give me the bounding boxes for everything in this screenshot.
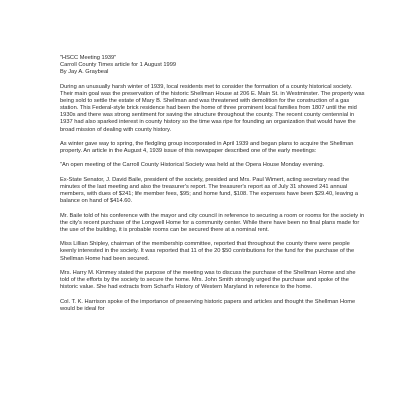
paragraph-8: Col. T. K. Harrison spoke of the importance of preserving historic papers and articles and thought the Shellman Home would be ideal for [60, 298, 356, 312]
paragraph-2: As winter gave way to spring, the fledgling group incorporated in April 1939 and began plans to acquire the Shellman property. An article in the August 4, 1939 issue of this newspaper described one of the early meetings: [60, 140, 354, 155]
paragraph-5: Mr. Baile told of his conference with the mayor and city council in reference to securing a room or rooms for the society in the city's recent purchase of the Longwell Home for a community center. While there have been no final plans made for the use of the building, it is probable rooms can be secured there at a nominal rent. [60, 212, 365, 233]
paragraph-1: During an unusually harsh winter of 1939, local residents met to consider the formation of a county historical society. Their main goal was the preservation of the historic Shellman House at 206 E. Main St. in Westminster. The property was being sold to settle the estate of Mary B. Shellman and was threatened with demolition for the construction of a gas station. This Federal-style brick residence had been the home of three prominent local families from 1807 until the mid 1930s and there was strong sentiment for saving the structure throughout the county. The recent county centennial in 1937 had also sparked interest in county history so the time was ripe for founding an organization that would have the broad mission of dealing with county history. [60, 83, 365, 133]
article-title: "HSCC Meeting 1939" [60, 55, 117, 61]
paragraph-7: Mrs. Harry M. Kimmey stated the purpose of the meeting was to discuss the purchase of the Shellman Home and she told of the efforts by the society to secure the home. Mrs. John Smith strongly urged the purchase and spoke of the historic value. She had extracts from Scharf's History of Western Maryland in reference to the home. [60, 269, 356, 291]
paragraph-6: Miss Lillian Shipley, chairman of the membership committee, reported that throughout the county there were people keenly interested in the society. It was reported that 11 of the 20 $50 contributions for the fund for the purchase of the Shellman Home had been secured. [60, 241, 355, 262]
article-header [60, 55, 366, 76]
article-source: Carroll County Times article for 1 August 1999 [60, 62, 177, 69]
article-byline: By Jay A. Graybeal [60, 69, 109, 76]
article-body [60, 55, 366, 320]
paragraph-4: Ex-State Senator, J. David Baile, president of the society, presided and Mrs. Paul Wimert, acting secretary read the minutes of the last meeting and also the treasurer's report. The treasurer's report as of July 31 showed 241 annual members, with dues of $241; life member fees, $95; and home fund, $108. The expenses have been $29.40, leaving a balance on hand of $414.60. [60, 176, 359, 205]
paragraph-3: "An open meeting of the Carroll County Historical Society was held at the Opera House Monday evening. [60, 162, 325, 169]
